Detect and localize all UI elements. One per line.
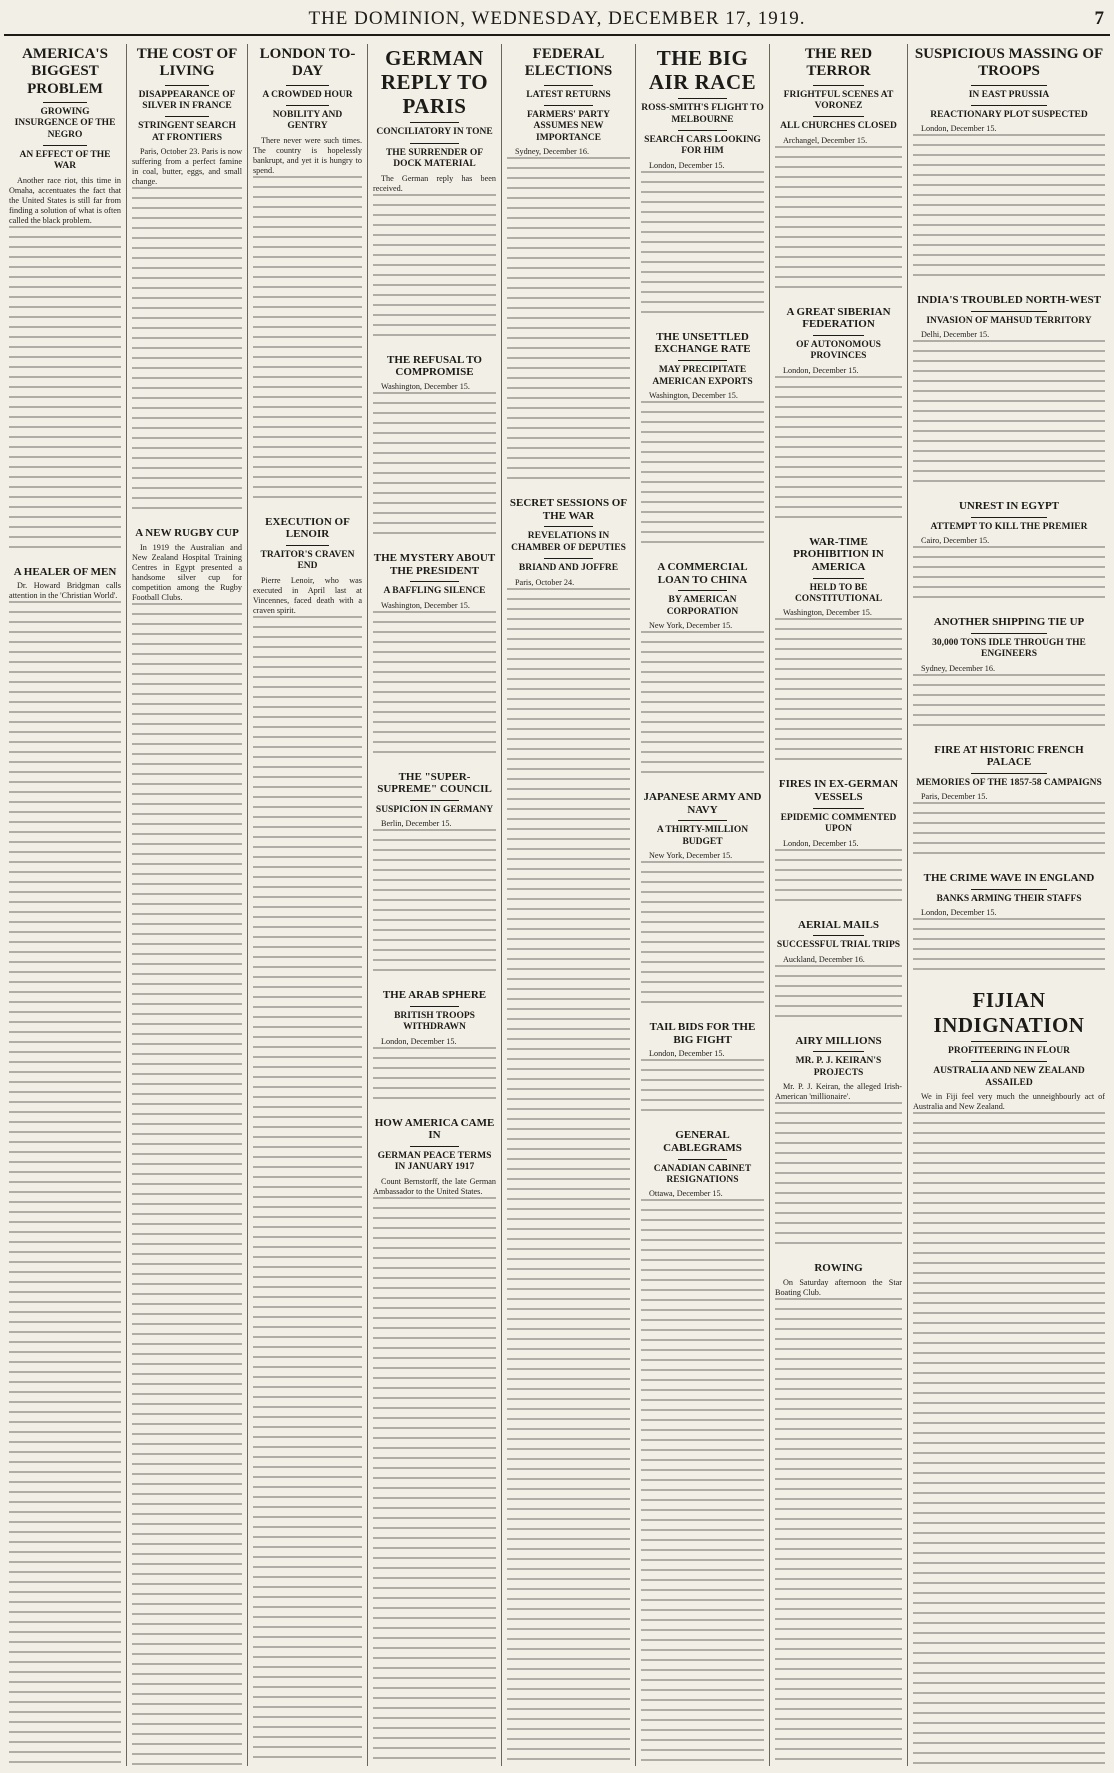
article-headline: THE MYSTERY ABOUT THE PRESIDENT	[373, 551, 496, 577]
article	[913, 988, 1105, 1766]
divider	[971, 517, 1048, 518]
article-subheading: BRIAND AND JOFFRE	[518, 563, 619, 574]
body-text-block	[373, 392, 496, 542]
article	[913, 616, 1105, 733]
article-body: There never were such times. The country is hopelessly bankrupt, and yet it is hungry to spend.	[253, 135, 362, 175]
article-headline: FIRE AT HISTORIC FRENCH PALACE	[934, 743, 1084, 769]
article-body: Washington, December 15.	[649, 390, 738, 400]
article	[775, 778, 902, 908]
divider	[971, 773, 1048, 774]
article	[641, 1021, 764, 1119]
article-headline: LONDON TO-DAY	[259, 46, 356, 80]
article-headline: EXECUTION OF LENOIR	[265, 515, 350, 541]
divider	[544, 526, 593, 527]
divider	[544, 105, 593, 106]
article-subheading: THE SURRENDER OF DOCK MATERIAL	[385, 147, 484, 170]
article-subheading: HELD TO BE CONSTITUTIONAL	[794, 582, 883, 605]
article	[132, 527, 242, 1766]
article-body: London, December 15.	[921, 124, 997, 134]
column-2	[126, 44, 247, 1766]
article-body: Paris, December 15.	[921, 792, 988, 802]
divider	[813, 335, 864, 336]
article	[9, 46, 121, 556]
article-headline: AIRY MILLIONS	[795, 1034, 882, 1047]
body-text-block	[253, 176, 362, 506]
column-1	[4, 44, 126, 1766]
article-headline: THE COST OF LIVING	[136, 46, 238, 80]
article	[775, 919, 902, 1025]
article-body: New York, December 15.	[649, 851, 733, 861]
body-text-block	[373, 1197, 496, 1766]
body-text-block	[132, 187, 242, 517]
body-text-block	[775, 849, 902, 909]
body-text-block	[913, 340, 1105, 490]
article-subheading: IN EAST PRUSSIA	[968, 89, 1050, 100]
divider	[544, 85, 593, 86]
article	[913, 294, 1105, 490]
column-8	[907, 44, 1110, 1766]
article-body: Berlin, December 15.	[381, 819, 452, 829]
article-headline: THE ARAB SPHERE	[382, 989, 487, 1002]
article-subheading: NOBILITY AND GENTRY	[272, 109, 343, 132]
article-subheading: CANADIAN CABINET RESIGNATIONS	[653, 1163, 752, 1185]
article-subheading: REVELATIONS IN CHAMBER OF DEPUTIES	[511, 531, 626, 553]
article	[775, 1262, 902, 1766]
article-body: Another race riot, this time in Omaha, accentuates the fact that the United States is still far from finding a solution of what is often called the black problem.	[9, 175, 121, 225]
article-subheading: TRAITOR'S CRAVEN END	[260, 549, 355, 572]
masthead	[4, 8, 1110, 36]
article	[373, 552, 496, 761]
divider	[678, 98, 727, 99]
divider	[43, 145, 88, 146]
article-subheading: CONCILIATORY IN TONE	[376, 127, 493, 138]
divider	[971, 105, 1048, 106]
article-body: Delhi, December 15.	[921, 330, 990, 340]
divider	[410, 1146, 459, 1147]
body-text-block	[507, 157, 630, 487]
article	[373, 1117, 496, 1766]
divider	[678, 590, 727, 591]
divider	[971, 633, 1048, 634]
article-headline: HOW AMERICA CAME IN	[374, 1116, 495, 1142]
article-headline: ANOTHER SHIPPING TIE UP	[933, 616, 1085, 629]
article-headline: GERMAN REPLY TO PARIS	[380, 46, 489, 119]
body-text-block	[775, 376, 902, 526]
article	[641, 791, 764, 1011]
article-subheading: OF AUTONOMOUS PROVINCES	[796, 339, 881, 362]
divider	[286, 105, 330, 106]
divider	[410, 581, 459, 582]
body-text-block	[641, 171, 764, 321]
article-subheading: FARMERS' PARTY ASSUMES NEW IMPORTANCE	[527, 109, 610, 143]
article-subheading: DISAPPEARANCE OF SILVER IN FRANCE	[138, 89, 236, 111]
divider	[410, 800, 459, 801]
article-subheading: ALL CHURCHES CLOSED	[780, 121, 897, 132]
column-3	[247, 44, 367, 1766]
article-headline: SECRET SESSIONS OF THE WAR	[509, 497, 628, 522]
article-headline: WAR-TIME PROHIBITION IN AMERICA	[793, 535, 884, 574]
page-number: 7	[1094, 8, 1104, 29]
article-subheading: BANKS ARMING THEIR STAFFS	[936, 894, 1082, 905]
divider	[678, 360, 727, 361]
divider	[971, 1041, 1048, 1042]
article-subheading: LATEST RETURNS	[526, 89, 611, 100]
article-body: London, December 15.	[783, 365, 859, 375]
article	[913, 744, 1105, 863]
article-headline: THE REFUSAL TO COMPROMISE	[387, 353, 482, 379]
article-headline: A GREAT SIBERIAN FEDERATION	[786, 305, 891, 331]
body-text-block	[913, 1112, 1105, 1766]
article-subheading: INVASION OF MAHSUD TERRITORY	[926, 315, 1092, 326]
article-subheading: MAY PRECIPITATE AMERICAN EXPORTS	[652, 365, 753, 387]
body-text-block	[913, 802, 1105, 862]
divider	[165, 85, 209, 86]
article-headline: FEDERAL ELECTIONS	[524, 46, 613, 80]
article-headline: THE "SUPER-SUPREME" COUNCIL	[377, 770, 492, 796]
article-headline: ROWING	[814, 1261, 863, 1274]
article-body: Pierre Lenoir, who was executed in April last at Vincennes, faced death with a craven spirit.	[253, 575, 362, 615]
article	[913, 872, 1105, 978]
article-headline: UNREST IN EGYPT	[958, 500, 1060, 513]
body-text-block	[775, 965, 902, 1025]
article-body: Paris, October 24.	[515, 577, 575, 587]
article-body: London, December 15.	[649, 160, 725, 170]
article-body: Washington, December 15.	[783, 608, 872, 618]
article-subheading: BRITISH TROOPS WITHDRAWN	[394, 1010, 475, 1033]
divider	[971, 1061, 1048, 1062]
article-subheading: MEMORIES OF THE 1857-58 CAMPAIGNS	[916, 778, 1102, 789]
article-headline: TAIL BIDS FOR THE BIG FIGHT	[649, 1021, 756, 1046]
article-subheading: 30,000 TONS IDLE THROUGH THE ENGINEERS	[932, 637, 1086, 660]
article	[775, 1035, 902, 1252]
divider	[544, 558, 593, 559]
article-headline: THE BIG AIR RACE	[648, 46, 757, 95]
article-headline: INDIA'S TROUBLED NORTH-WEST	[916, 294, 1101, 307]
article	[641, 1129, 764, 1766]
article-subheading: EPIDEMIC COMMENTED UPON	[780, 812, 897, 835]
divider	[813, 578, 864, 579]
article-body: The German reply has been received.	[373, 173, 496, 193]
body-text-block	[913, 918, 1105, 978]
article-body: Sydney, December 16.	[921, 663, 996, 673]
body-text-block	[775, 146, 902, 296]
body-text-block	[9, 601, 121, 1766]
article	[253, 516, 362, 1766]
divider	[43, 102, 88, 103]
divider	[813, 935, 864, 936]
article-subheading: A BAFFLING SILENCE	[383, 586, 486, 597]
body-text-block	[641, 1059, 764, 1119]
divider	[286, 545, 330, 546]
body-text-block	[641, 631, 764, 781]
article-subheading: FRIGHTFUL SCENES AT VORONEZ	[783, 89, 894, 111]
divider	[165, 116, 209, 117]
article-headline: THE RED TERROR	[804, 46, 873, 80]
column-6	[635, 44, 769, 1766]
divider	[286, 85, 330, 86]
body-text-block	[507, 588, 630, 1766]
article	[507, 46, 630, 487]
body-text-block	[373, 611, 496, 761]
body-text-block	[641, 861, 764, 1011]
article-subheading: AN EFFECT OF THE WAR	[19, 149, 111, 172]
article	[373, 989, 496, 1106]
body-text-block	[775, 618, 902, 768]
article	[913, 46, 1105, 284]
article-subheading: A CROWDED HOUR	[262, 89, 353, 100]
body-text-block	[373, 194, 496, 344]
article-subheading: SUSPICION IN GERMANY	[375, 804, 494, 815]
article	[913, 500, 1105, 606]
body-text-block	[132, 603, 242, 1766]
newspaper-page	[4, 4, 1110, 1769]
body-text-block	[913, 674, 1105, 734]
article-headline: JAPANESE ARMY AND NAVY	[643, 790, 762, 816]
article-headline: A NEW RUGBY CUP	[135, 527, 239, 540]
article-headline: A COMMERCIAL LOAN TO CHINA	[657, 560, 748, 586]
article-subheading: GROWING INSURGENCE OF THE NEGRO	[14, 106, 116, 140]
article	[253, 46, 362, 506]
article-body: Cairo, December 15.	[921, 536, 990, 546]
article-subheading: AUSTRALIA AND NEW ZEALAND ASSAILED	[933, 1066, 1085, 1088]
body-text-block	[913, 546, 1105, 606]
divider	[678, 130, 727, 131]
article-subheading: REACTIONARY PLOT SUSPECTED	[930, 109, 1088, 120]
article-subheading: MR. P. J. KEIRAN'S PROJECTS	[795, 1056, 882, 1078]
article-body: In 1919 the Australian and New Zealand Hospital Training Centres in Egypt presented a handsome silver cup for competition among the Rugby Football Clubs.	[132, 542, 242, 602]
article-headline: THE UNSETTLED EXCHANGE RATE	[654, 330, 751, 356]
article	[775, 536, 902, 769]
column-4	[367, 44, 501, 1766]
body-text-block	[641, 401, 764, 551]
article-headline: A HEALER OF MEN	[13, 565, 117, 578]
article-body: London, December 15.	[921, 908, 997, 918]
divider	[813, 85, 864, 86]
article-subheading: SEARCH CARS LOOKING FOR HIM	[644, 135, 761, 157]
body-text-block	[641, 1199, 764, 1766]
article-subheading: ATTEMPT TO KILL THE PREMIER	[930, 521, 1088, 532]
article-body: London, December 15.	[649, 1049, 725, 1059]
article	[132, 46, 242, 517]
article-subheading: STRINGENT SEARCH AT FRONTIERS	[138, 121, 236, 143]
article	[507, 497, 630, 1766]
divider	[678, 820, 727, 821]
article	[641, 46, 764, 321]
article-headline: FIJIAN INDIGNATION	[933, 988, 1085, 1037]
column-5	[501, 44, 635, 1766]
article-subheading: SUCCESSFUL TRIAL TRIPS	[776, 940, 901, 951]
divider	[971, 311, 1048, 312]
article-body: Auckland, December 16.	[783, 954, 865, 964]
article-subheading: BY AMERICAN CORPORATION	[666, 595, 739, 617]
body-text-block	[9, 226, 121, 556]
article	[775, 46, 902, 296]
article-body: On Saturday afternoon the Star Boating Club.	[775, 1277, 902, 1297]
article-body: We in Fiji feel very much the unneighbourly act of Australia and New Zealand.	[913, 1091, 1105, 1111]
article	[373, 354, 496, 542]
article-headline: FIRES IN EX-GERMAN VESSELS	[778, 778, 899, 804]
article	[641, 561, 764, 781]
article	[373, 771, 496, 980]
divider	[813, 116, 864, 117]
article-subheading: GERMAN PEACE TERMS IN JANUARY 1917	[377, 1150, 492, 1173]
article-body: Archangel, December 15.	[783, 135, 868, 145]
article-body: Washington, December 15.	[381, 600, 470, 610]
article-headline: SUSPICIOUS MASSING OF TROOPS	[914, 46, 1104, 80]
body-text-block	[775, 1298, 902, 1766]
article-body: Washington, December 15.	[381, 381, 470, 391]
divider	[678, 1159, 727, 1160]
article-headline: AERIAL MAILS	[798, 918, 879, 931]
article	[641, 331, 764, 551]
masthead-title: THE DOMINION, WEDNESDAY, DECEMBER 17, 1919.	[308, 8, 806, 29]
body-text-block	[775, 1102, 902, 1252]
article-headline: AMERICA'S BIGGEST PROBLEM	[22, 46, 108, 97]
article-body: Dr. Howard Bridgman calls attention in the 'Christian World'.	[9, 581, 121, 601]
divider	[813, 1051, 864, 1052]
article-subheading: PROFITEERING IN FLOUR	[948, 1045, 1070, 1056]
article-body: Sydney, December 16.	[515, 147, 590, 157]
divider	[971, 85, 1048, 86]
body-text-block	[373, 829, 496, 979]
body-text-block	[373, 1047, 496, 1107]
article-body: Paris, October 23. Paris is now suffering from a perfect famine in coal, butter, eggs, and small change.	[132, 147, 242, 187]
article-body: London, December 15.	[381, 1036, 457, 1046]
divider	[410, 122, 459, 123]
column-7	[769, 44, 907, 1766]
article-body: Ottawa, December 15.	[649, 1189, 723, 1199]
article	[9, 566, 121, 1766]
divider	[410, 143, 459, 144]
article-body: Count Bernstorff, the late German Ambassador to the United States.	[373, 1176, 496, 1196]
article-body: London, December 15.	[783, 838, 859, 848]
divider	[813, 808, 864, 809]
divider	[971, 889, 1048, 890]
article	[373, 46, 496, 344]
article-headline: GENERAL CABLEGRAMS	[663, 1129, 742, 1154]
divider	[410, 1006, 459, 1007]
article-subheading: ROSS-SMITH'S FLIGHT TO MELBOURNE	[641, 103, 764, 125]
body-text-block	[253, 616, 362, 1766]
article-body: Mr. P. J. Keiran, the alleged Irish-American 'millionaire'.	[775, 1081, 902, 1101]
article	[775, 306, 902, 526]
article-headline: THE CRIME WAVE IN ENGLAND	[923, 872, 1095, 885]
body-text-block	[913, 134, 1105, 284]
article-body: New York, December 15.	[649, 620, 733, 630]
article-subheading: A THIRTY-MILLION BUDGET	[656, 825, 749, 847]
